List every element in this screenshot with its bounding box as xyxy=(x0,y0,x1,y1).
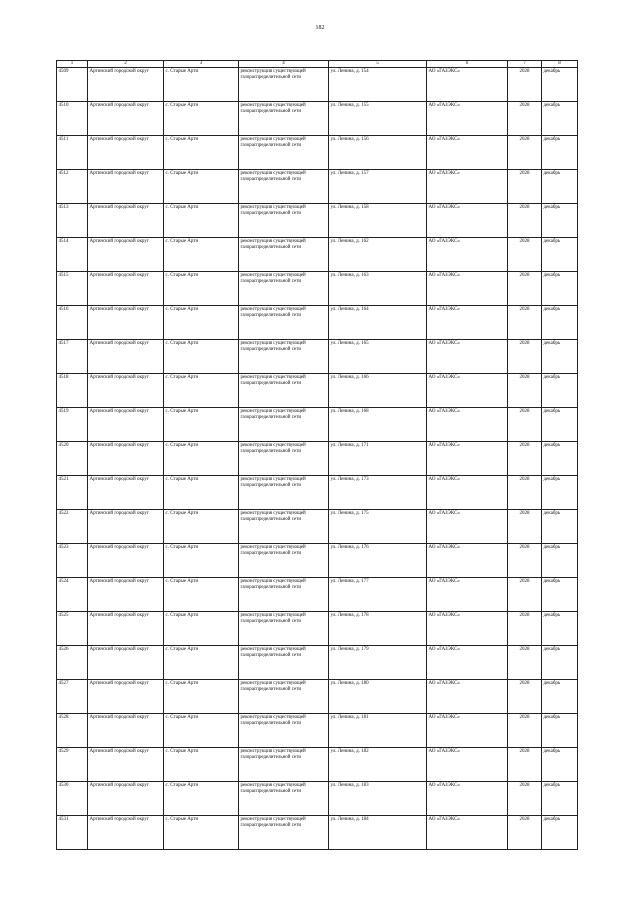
settlement-cell: с. Старые Арти xyxy=(164,204,239,238)
table-row xyxy=(57,544,578,578)
district-cell: Артинский городской округ xyxy=(88,646,164,680)
year-cell: 2028 xyxy=(508,136,542,170)
work-type-cell: реконструкция существующей газораспределительной сети xyxy=(239,272,329,306)
table-row xyxy=(57,238,578,272)
district-cell: Артинский городской округ xyxy=(88,68,164,102)
row-number: 4515 xyxy=(57,272,88,306)
work-type-cell: реконструкция существующей газораспределительной сети xyxy=(239,102,329,136)
address-cell: ул. Ленина, д. 168 xyxy=(329,408,427,442)
address-cell: ул. Ленина, д. 165 xyxy=(329,340,427,374)
table-row xyxy=(57,578,578,612)
organization-cell: АО «ГАЗЭКС» xyxy=(427,238,508,272)
district-cell: Артинский городской округ xyxy=(88,680,164,714)
district-cell: Артинский городской округ xyxy=(88,170,164,204)
row-number: 4520 xyxy=(57,442,88,476)
month-cell: декабрь xyxy=(542,816,578,850)
district-cell: Артинский городской округ xyxy=(88,136,164,170)
work-type-cell: реконструкция существующей газораспределительной сети xyxy=(239,578,329,612)
work-type-cell: реконструкция существующей газораспределительной сети xyxy=(239,816,329,850)
address-cell: ул. Ленина, д. 162 xyxy=(329,238,427,272)
row-number: 4524 xyxy=(57,578,88,612)
column-header: 6 xyxy=(427,61,508,68)
district-cell: Артинский городской округ xyxy=(88,102,164,136)
month-cell: декабрь xyxy=(542,476,578,510)
work-type-cell: реконструкция существующей газораспределительной сети xyxy=(239,510,329,544)
organization-cell: АО «ГАЗЭКС» xyxy=(427,102,508,136)
work-type-cell: реконструкция существующей газораспределительной сети xyxy=(239,782,329,816)
month-cell: декабрь xyxy=(542,714,578,748)
settlement-cell: с. Старые Арти xyxy=(164,612,239,646)
work-type-cell: реконструкция существующей газораспределительной сети xyxy=(239,238,329,272)
settlement-cell: с. Старые Арти xyxy=(164,102,239,136)
table-row xyxy=(57,714,578,748)
column-header: 2 xyxy=(88,61,164,68)
district-cell: Артинский городской округ xyxy=(88,340,164,374)
column-header: 3 xyxy=(164,61,239,68)
organization-cell: АО «ГАЗЭКС» xyxy=(427,612,508,646)
year-cell: 2028 xyxy=(508,272,542,306)
row-number: 4512 xyxy=(57,170,88,204)
table-row xyxy=(57,782,578,816)
settlement-cell: с. Старые Арти xyxy=(164,340,239,374)
year-cell: 2028 xyxy=(508,544,542,578)
year-cell: 2028 xyxy=(508,442,542,476)
year-cell: 2028 xyxy=(508,782,542,816)
row-number: 4510 xyxy=(57,102,88,136)
table-row xyxy=(57,442,578,476)
settlement-cell: с. Старые Арти xyxy=(164,306,239,340)
work-type-cell: реконструкция существующей газораспределительной сети xyxy=(239,544,329,578)
month-cell: декабрь xyxy=(542,544,578,578)
year-cell: 2028 xyxy=(508,306,542,340)
organization-cell: АО «ГАЗЭКС» xyxy=(427,544,508,578)
district-cell: Артинский городской округ xyxy=(88,816,164,850)
month-cell: декабрь xyxy=(542,680,578,714)
address-cell: ул. Ленина, д. 156 xyxy=(329,136,427,170)
table-row xyxy=(57,510,578,544)
row-number: 4523 xyxy=(57,544,88,578)
column-header: 5 xyxy=(329,61,427,68)
organization-cell: АО «ГАЗЭКС» xyxy=(427,476,508,510)
year-cell: 2028 xyxy=(508,510,542,544)
month-cell: декабрь xyxy=(542,374,578,408)
row-number: 4526 xyxy=(57,646,88,680)
work-type-cell: реконструкция существующей газораспределительной сети xyxy=(239,442,329,476)
settlement-cell: с. Старые Арти xyxy=(164,68,239,102)
month-cell: декабрь xyxy=(542,272,578,306)
organization-cell: АО «ГАЗЭКС» xyxy=(427,578,508,612)
table-row xyxy=(57,204,578,238)
address-cell: ул. Ленина, д. 175 xyxy=(329,510,427,544)
month-cell: декабрь xyxy=(542,102,578,136)
work-type-cell: реконструкция существующей газораспределительной сети xyxy=(239,408,329,442)
settlement-cell: с. Старые Арти xyxy=(164,578,239,612)
month-cell: декабрь xyxy=(542,510,578,544)
work-type-cell: реконструкция существующей газораспределительной сети xyxy=(239,612,329,646)
column-header: 1 xyxy=(57,61,88,68)
address-cell: ул. Ленина, д. 163 xyxy=(329,272,427,306)
work-type-cell: реконструкция существующей газораспределительной сети xyxy=(239,68,329,102)
organization-cell: АО «ГАЗЭКС» xyxy=(427,374,508,408)
row-number: 4516 xyxy=(57,306,88,340)
year-cell: 2028 xyxy=(508,612,542,646)
organization-cell: АО «ГАЗЭКС» xyxy=(427,782,508,816)
settlement-cell: с. Старые Арти xyxy=(164,816,239,850)
district-cell: Артинский городской округ xyxy=(88,544,164,578)
address-cell: ул. Ленина, д. 183 xyxy=(329,782,427,816)
district-cell: Артинский городской округ xyxy=(88,476,164,510)
address-cell: ул. Ленина, д. 181 xyxy=(329,714,427,748)
row-number: 4521 xyxy=(57,476,88,510)
table-row xyxy=(57,306,578,340)
row-number: 4522 xyxy=(57,510,88,544)
table-row xyxy=(57,408,578,442)
organization-cell: АО «ГАЗЭКС» xyxy=(427,748,508,782)
month-cell: декабрь xyxy=(542,170,578,204)
district-cell: Артинский городской округ xyxy=(88,408,164,442)
address-cell: ул. Ленина, д. 157 xyxy=(329,170,427,204)
settlement-cell: с. Старые Арти xyxy=(164,714,239,748)
row-number: 4527 xyxy=(57,680,88,714)
address-cell: ул. Ленина, д. 164 xyxy=(329,306,427,340)
organization-cell: АО «ГАЗЭКС» xyxy=(427,340,508,374)
table-row xyxy=(57,646,578,680)
settlement-cell: с. Старые Арти xyxy=(164,408,239,442)
address-cell: ул. Ленина, д. 171 xyxy=(329,442,427,476)
year-cell: 2028 xyxy=(508,102,542,136)
year-cell: 2028 xyxy=(508,748,542,782)
column-header: 4 xyxy=(239,61,329,68)
organization-cell: АО «ГАЗЭКС» xyxy=(427,408,508,442)
year-cell: 2028 xyxy=(508,170,542,204)
registry-table xyxy=(56,60,578,850)
year-cell: 2028 xyxy=(508,340,542,374)
work-type-cell: реконструкция существующей газораспределительной сети xyxy=(239,680,329,714)
year-cell: 2028 xyxy=(508,204,542,238)
settlement-cell: с. Старые Арти xyxy=(164,782,239,816)
row-number: 4528 xyxy=(57,714,88,748)
district-cell: Артинский городской округ xyxy=(88,510,164,544)
organization-cell: АО «ГАЗЭКС» xyxy=(427,306,508,340)
month-cell: декабрь xyxy=(542,646,578,680)
organization-cell: АО «ГАЗЭКС» xyxy=(427,68,508,102)
row-number: 4514 xyxy=(57,238,88,272)
organization-cell: АО «ГАЗЭКС» xyxy=(427,204,508,238)
month-cell: декабрь xyxy=(542,442,578,476)
work-type-cell: реконструкция существующей газораспределительной сети xyxy=(239,374,329,408)
work-type-cell: реконструкция существующей газораспределительной сети xyxy=(239,170,329,204)
district-cell: Артинский городской округ xyxy=(88,578,164,612)
organization-cell: АО «ГАЗЭКС» xyxy=(427,510,508,544)
work-type-cell: реконструкция существующей газораспределительной сети xyxy=(239,748,329,782)
work-type-cell: реконструкция существующей газораспределительной сети xyxy=(239,646,329,680)
settlement-cell: с. Старые Арти xyxy=(164,442,239,476)
row-number: 4518 xyxy=(57,374,88,408)
year-cell: 2028 xyxy=(508,714,542,748)
district-cell: Артинский городской округ xyxy=(88,748,164,782)
address-cell: ул. Ленина, д. 179 xyxy=(329,646,427,680)
settlement-cell: с. Старые Арти xyxy=(164,680,239,714)
settlement-cell: с. Старые Арти xyxy=(164,272,239,306)
table-row xyxy=(57,612,578,646)
district-cell: Артинский городской округ xyxy=(88,272,164,306)
year-cell: 2028 xyxy=(508,408,542,442)
district-cell: Артинский городской округ xyxy=(88,204,164,238)
row-number: 4530 xyxy=(57,782,88,816)
table-row xyxy=(57,136,578,170)
page-number: 182 xyxy=(315,25,325,31)
district-cell: Артинский городской округ xyxy=(88,612,164,646)
month-cell: декабрь xyxy=(542,238,578,272)
year-cell: 2028 xyxy=(508,646,542,680)
row-number: 4525 xyxy=(57,612,88,646)
work-type-cell: реконструкция существующей газораспределительной сети xyxy=(239,204,329,238)
organization-cell: АО «ГАЗЭКС» xyxy=(427,170,508,204)
month-cell: декабрь xyxy=(542,204,578,238)
work-type-cell: реконструкция существующей газораспределительной сети xyxy=(239,476,329,510)
year-cell: 2028 xyxy=(508,816,542,850)
settlement-cell: с. Старые Арти xyxy=(164,646,239,680)
organization-cell: АО «ГАЗЭКС» xyxy=(427,442,508,476)
settlement-cell: с. Старые Арти xyxy=(164,748,239,782)
work-type-cell: реконструкция существующей газораспределительной сети xyxy=(239,340,329,374)
column-header: 8 xyxy=(542,61,578,68)
address-cell: ул. Ленина, д. 180 xyxy=(329,680,427,714)
settlement-cell: с. Старые Арти xyxy=(164,136,239,170)
table-row xyxy=(57,272,578,306)
address-cell: ул. Ленина, д. 166 xyxy=(329,374,427,408)
district-cell: Артинский городской округ xyxy=(88,442,164,476)
column-header: 7 xyxy=(508,61,542,68)
work-type-cell: реконструкция существующей газораспределительной сети xyxy=(239,136,329,170)
table-row xyxy=(57,680,578,714)
table-row xyxy=(57,816,578,850)
month-cell: декабрь xyxy=(542,68,578,102)
address-cell: ул. Ленина, д. 176 xyxy=(329,544,427,578)
month-cell: декабрь xyxy=(542,408,578,442)
organization-cell: АО «ГАЗЭКС» xyxy=(427,680,508,714)
address-cell: ул. Ленина, д. 182 xyxy=(329,748,427,782)
year-cell: 2028 xyxy=(508,68,542,102)
table-row xyxy=(57,748,578,782)
settlement-cell: с. Старые Арти xyxy=(164,374,239,408)
table-row xyxy=(57,68,578,102)
row-number: 4529 xyxy=(57,748,88,782)
row-number: 4513 xyxy=(57,204,88,238)
organization-cell: АО «ГАЗЭКС» xyxy=(427,272,508,306)
month-cell: декабрь xyxy=(542,612,578,646)
address-cell: ул. Ленина, д. 184 xyxy=(329,816,427,850)
address-cell: ул. Ленина, д. 178 xyxy=(329,612,427,646)
table-row xyxy=(57,374,578,408)
district-cell: Артинский городской округ xyxy=(88,374,164,408)
table-row xyxy=(57,170,578,204)
year-cell: 2028 xyxy=(508,680,542,714)
month-cell: декабрь xyxy=(542,782,578,816)
year-cell: 2028 xyxy=(508,374,542,408)
settlement-cell: с. Старые Арти xyxy=(164,170,239,204)
address-cell: ул. Ленина, д. 154 xyxy=(329,68,427,102)
organization-cell: АО «ГАЗЭКС» xyxy=(427,646,508,680)
row-number: 4517 xyxy=(57,340,88,374)
settlement-cell: с. Старые Арти xyxy=(164,544,239,578)
table-header-row xyxy=(57,61,578,68)
month-cell: декабрь xyxy=(542,748,578,782)
row-number: 4509 xyxy=(57,68,88,102)
settlement-cell: с. Старые Арти xyxy=(164,476,239,510)
table-row xyxy=(57,102,578,136)
table-row xyxy=(57,476,578,510)
organization-cell: АО «ГАЗЭКС» xyxy=(427,816,508,850)
district-cell: Артинский городской округ xyxy=(88,238,164,272)
year-cell: 2028 xyxy=(508,476,542,510)
organization-cell: АО «ГАЗЭКС» xyxy=(427,136,508,170)
row-number: 4531 xyxy=(57,816,88,850)
year-cell: 2028 xyxy=(508,238,542,272)
year-cell: 2028 xyxy=(508,578,542,612)
row-number: 4519 xyxy=(57,408,88,442)
settlement-cell: с. Старые Арти xyxy=(164,510,239,544)
table-row xyxy=(57,340,578,374)
district-cell: Артинский городской округ xyxy=(88,306,164,340)
address-cell: ул. Ленина, д. 155 xyxy=(329,102,427,136)
settlement-cell: с. Старые Арти xyxy=(164,238,239,272)
month-cell: декабрь xyxy=(542,306,578,340)
month-cell: декабрь xyxy=(542,136,578,170)
month-cell: декабрь xyxy=(542,340,578,374)
organization-cell: АО «ГАЗЭКС» xyxy=(427,714,508,748)
address-cell: ул. Ленина, д. 177 xyxy=(329,578,427,612)
district-cell: Артинский городской округ xyxy=(88,714,164,748)
address-cell: ул. Ленина, д. 158 xyxy=(329,204,427,238)
district-cell: Артинский городской округ xyxy=(88,782,164,816)
work-type-cell: реконструкция существующей газораспределительной сети xyxy=(239,714,329,748)
work-type-cell: реконструкция существующей газораспределительной сети xyxy=(239,306,329,340)
month-cell: декабрь xyxy=(542,578,578,612)
row-number: 4511 xyxy=(57,136,88,170)
address-cell: ул. Ленина, д. 173 xyxy=(329,476,427,510)
